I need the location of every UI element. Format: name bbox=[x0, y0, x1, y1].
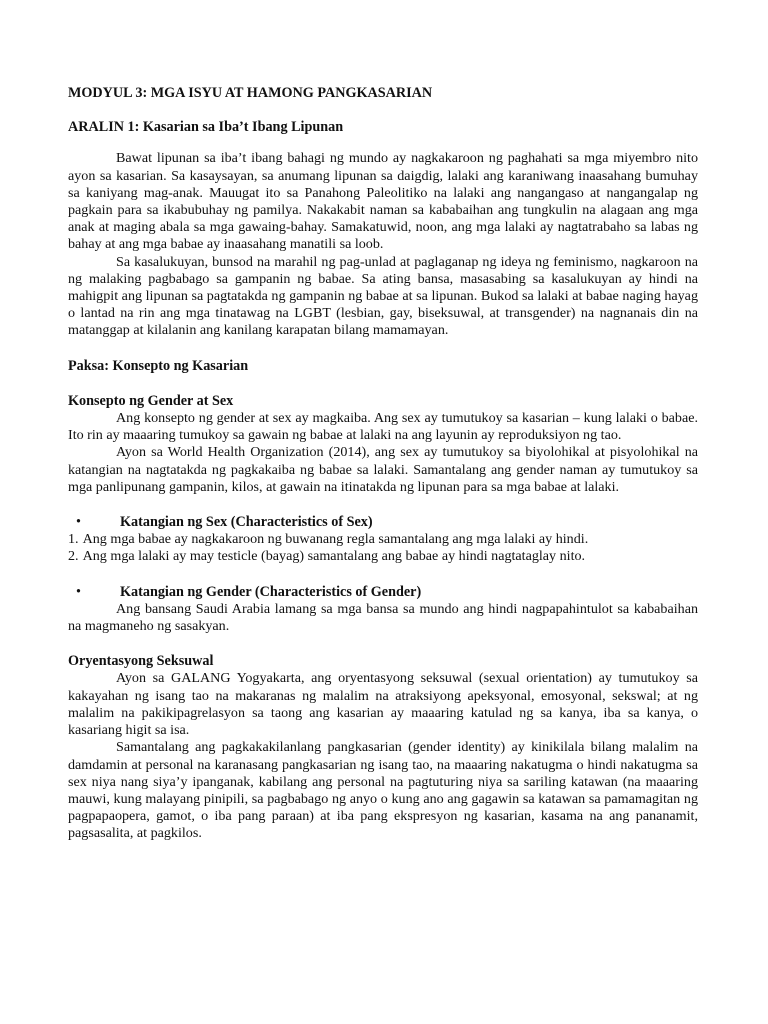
module-title: MODYUL 3: MGA ISYU AT HAMONG PANGKASARIAN bbox=[68, 85, 433, 101]
bullet-icon: • bbox=[76, 514, 81, 531]
list-item-number: 2. bbox=[68, 548, 79, 565]
sex-characteristics-heading bbox=[68, 514, 698, 531]
list-item bbox=[68, 531, 698, 548]
list-item bbox=[68, 548, 698, 565]
concept-paragraph-1: Ang konsepto ng gender at sex ay magkaiba. Ang sex ay tumutukoy sa kasarian – kung lalaki o babae. Ito rin ay maaaring tumukoy sa gawain ng babae at lalaki na ang layunin ay reproduksiyon ng tao. bbox=[68, 410, 698, 444]
sex-characteristics-title: Katangian ng Sex (Characteristics of Sex) bbox=[120, 514, 373, 531]
gender-characteristics-heading bbox=[68, 584, 698, 601]
topic-heading: Paksa: Konsepto ng Kasarian bbox=[68, 357, 249, 374]
list-item-number: 1. bbox=[68, 531, 79, 548]
concept-heading: Konsepto ng Gender at Sex bbox=[68, 392, 234, 409]
list-item-text: Ang mga babae ay nagkakaroon ng buwanang regla samantalang ang mga lalaki ay hindi. bbox=[82, 531, 589, 548]
orientation-paragraph-2: Samantalang ang pagkakakilanlang pangkasarian (gender identity) ay kinikilala bilang malalim na damdamin at personal na karanasang pangkasarian ng isang tao, na maaaring nakatugma o hindi nakatugma sa sex niya nang siya’y ipanganak, kabilang ang personal na pagtuturing niya sa sariling katawan (na maaaring mauwi, kung malayang pinipili, sa pagbabago ng anyo o kung ano ang gagawin sa katawan sa pamamagitan ng pagpapaopera, gamot, o iba pang paraan) at iba pang ekspresyon ng kasarian, kasama na ang pananamit, pagsasalita, at pagkilos. bbox=[68, 739, 698, 842]
lesson-title: ARALIN 1: Kasarian sa Iba’t Ibang Lipunan bbox=[68, 119, 344, 136]
gender-characteristics-title: Katangian ng Gender (Characteristics of Gender) bbox=[120, 583, 422, 600]
list-item-text: Ang mga lalaki ay may testicle (bayag) samantalang ang babae ay hindi nagtataglay nito. bbox=[82, 548, 586, 565]
intro-paragraph-1: Bawat lipunan sa iba’t ibang bahagi ng mundo ay nagkakaroon ng paghahati sa mga miyembro nito ayon sa kasarian. Sa kasaysayan, sa anumang lipunan sa daigdig, lalaki ang karaniwang inaasahang bumuhay sa kaniyang mag-anak. Mauugat ito sa Panahong Paleolitiko na lalaki ang nangangaso at nangangalap ng pagkain para sa ikabubuhay ng pamilya. Nakakabit naman sa kababaihan ang tungkulin na alagaan ang mga anak at maging abala sa mga gawaing-bahay. Samakatuwid, noon, ang mga lalaki ay nagtatrabaho sa labas ng bahay at ang mga babae ay inaasahang manatili sa loob. bbox=[68, 150, 698, 253]
orientation-heading: Oryentasyong Seksuwal bbox=[68, 653, 214, 670]
document-page bbox=[68, 85, 698, 843]
bullet-icon: • bbox=[76, 583, 81, 600]
orientation-paragraph-1: Ayon sa GALANG Yogyakarta, ang oryentasyong seksuwal (sexual orientation) ay tumutukoy sa kakayahan ng isang tao na makaranas ng malalim na atraksiyong apeksyonal, emosyonal, sekswal; at ng malalim na pakikipagrelasyon sa taong ang kasarian ay maaaring katulad ng sa kanya, iba sa kanya, o kasariang higit sa isa. bbox=[68, 670, 698, 739]
gender-characteristics-paragraph: Ang bansang Saudi Arabia lamang sa mga bansa sa mundo ang hindi nagpapahintulot sa kababaihan na magmaneho ng sasakyan. bbox=[68, 600, 698, 635]
intro-paragraph-2: Sa kasalukuyan, bunsod na marahil ng pag-unlad at paglaganap ng ideya ng feminismo, nagkaroon na ng malaking pagbabago sa gampanin ng babae. Sa ating bansa, masasabing sa kasalukuyan ay hindi na mahigpit ang lipunan sa pagtatakda ng gampanin ng babae at sa lipunan. Bukod sa lalaki at babae naging hayag o lantad na rin ang mga tinatawag na LGBT (lesbian, gay, biseksuwal, at transgender) na nagnanais din na matanggap at kilalanin ang kanilang karapatan bilang mamamayan. bbox=[68, 253, 698, 339]
concept-paragraph-2: Ayon sa World Health Organization (2014), ang sex ay tumutukoy sa biyolohikal at pisyolohikal na katangian na nagtatakda ng pagkakaiba ng babae sa lalaki. Samantalang ang gender naman ay tumutukoy sa mga panlipunang gampanin, kilos, at gawain na itinatakda ng lipunan para sa mga babae at lalaki. bbox=[68, 444, 698, 495]
